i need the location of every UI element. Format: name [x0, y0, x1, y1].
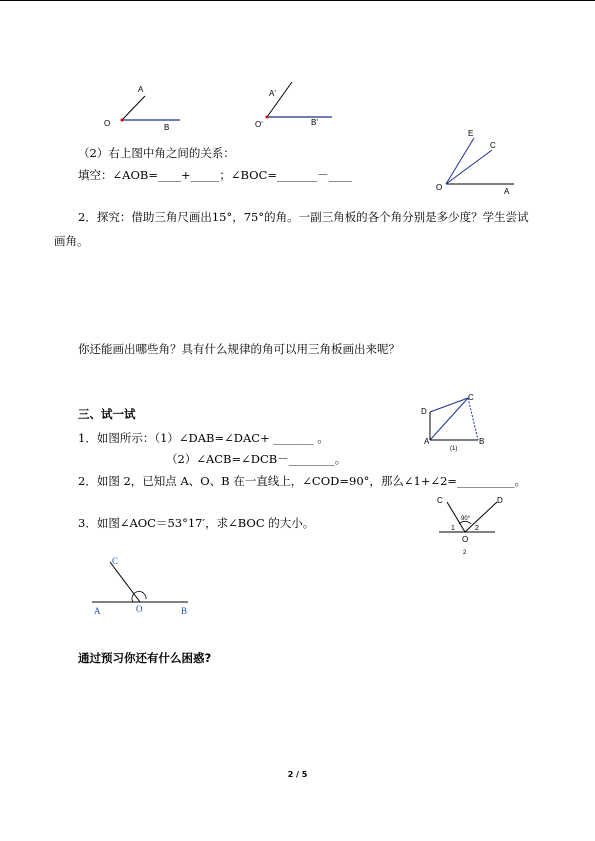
- ray-o-a-prime: [267, 82, 292, 117]
- part2-title: （2）右上图中角之间的关系：: [78, 146, 235, 160]
- fill-in-line: 填空：∠AOB=____+_____；∠BOC=_______－____: [78, 168, 352, 182]
- label-o: O: [436, 183, 443, 192]
- section-3-title: 三、试一试: [78, 407, 136, 421]
- label-b: B: [181, 606, 188, 616]
- figure-angle-eoc: [432, 128, 522, 198]
- figure-angle-aob: [104, 80, 190, 132]
- label-b: B: [164, 123, 170, 132]
- label-a: A: [94, 606, 101, 616]
- figure-caption: 2: [463, 550, 467, 556]
- label-a-prime: A': [269, 89, 276, 98]
- label-a: A: [424, 437, 430, 446]
- figure-angle-aoc: [88, 552, 198, 622]
- label-e: E: [468, 129, 474, 138]
- label-d: D: [497, 496, 503, 505]
- label-a: A: [138, 85, 144, 94]
- confusion-question: 通过预习你还有什么困惑?: [78, 651, 212, 665]
- label-o: O: [136, 604, 143, 614]
- label-c: C: [468, 393, 474, 402]
- exercise-1-line1: 1．如图所示：（1）∠DAB=∠DAC+ _______ 。: [78, 431, 329, 445]
- exercise-2-line: 2．如图 2，已知点 A、O、B 在一直线上，∠COD=90°，那么∠1+∠2=__________。: [78, 474, 527, 488]
- exercise-3-line: 3．如图∠AOC＝53°17′，求∠BOC 的大小。: [78, 516, 315, 530]
- ray-oc: [446, 150, 492, 184]
- ray-oa: [122, 96, 145, 120]
- label-o: O: [462, 535, 469, 544]
- label-a: A: [504, 187, 510, 196]
- label-c: C: [437, 496, 443, 505]
- figure-caption: (1): [450, 446, 458, 452]
- label-o-prime: O': [255, 120, 263, 129]
- label-b: B: [479, 437, 485, 446]
- label-d: D: [421, 407, 427, 416]
- question-2-line1: 2．探究：借助三角尺画出15°，75°的角。一副三角板的各个角分别是多少度？学生尝试: [78, 210, 529, 224]
- figure-angle-aob-prime: [255, 80, 340, 130]
- label-1: 1: [451, 525, 455, 532]
- figure-2-cod: [435, 494, 515, 564]
- label-c: C: [112, 556, 119, 566]
- label-b-prime: B': [311, 118, 318, 127]
- label-2: 2: [475, 525, 479, 532]
- ray-oe: [446, 138, 474, 184]
- figure-triangle: [418, 392, 498, 452]
- question-more-angles: 你还能画出哪些角？具有什么规律的角可以用三角板画出来呢？: [78, 342, 400, 356]
- exercise-1-line2: （2）∠ACB=∠DCB－________。: [166, 452, 347, 466]
- question-2-line2: 画角。: [54, 234, 89, 248]
- label-c: C: [490, 141, 496, 150]
- page-number: 2 / 5: [287, 770, 308, 779]
- label-90: 90°: [461, 516, 471, 522]
- top-rule: [0, 0, 595, 1]
- label-o: O: [104, 119, 111, 128]
